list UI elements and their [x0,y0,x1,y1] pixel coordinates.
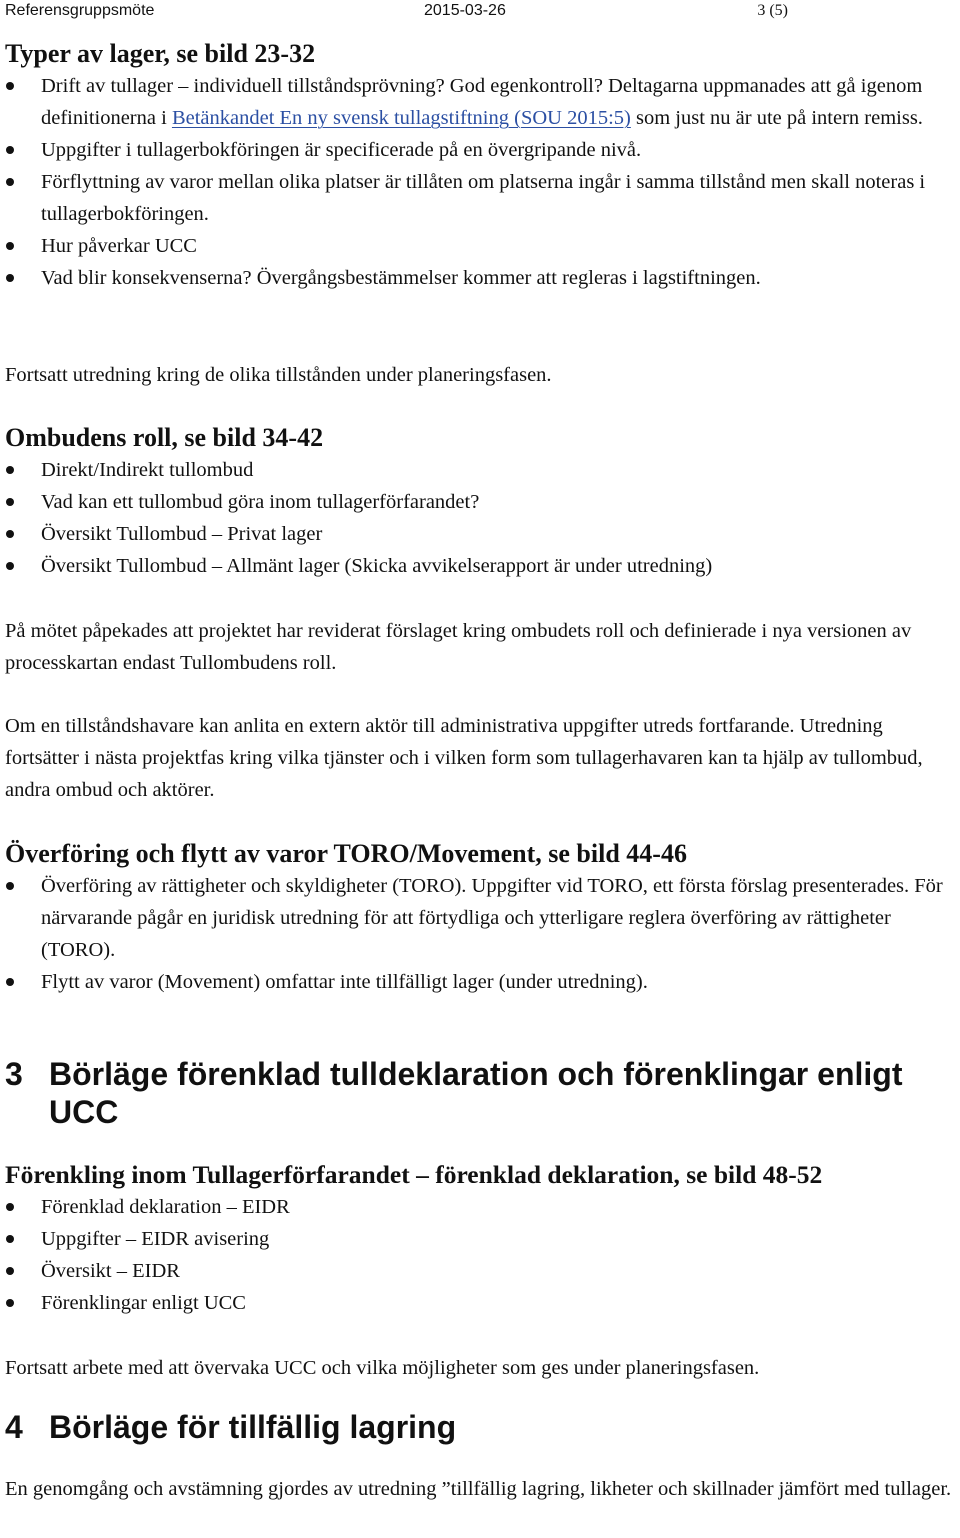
list-item-text: Flytt av varor (Movement) omfattar inte tillfälligt lager (under utredning). [41,971,648,993]
list-item-text: Drift av tullager – individuell tillståndsprövning? God egenkontroll? Deltagarna uppmanades att gå igenom definitionerna i [41,75,923,129]
list-item-text: Översikt – EIDR [41,1260,180,1282]
section-lagertyper [5,38,953,294]
list-item [5,1191,953,1223]
list-item-text: Uppgifter i tullagerbokföringen är specificerade på en övergripande nivå. [41,139,642,161]
bullet-list [5,454,953,582]
header-page-number: 3 (5) [757,2,788,19]
chapter-title: Börläge för tillfällig lagring [49,1409,457,1445]
bullet-icon [6,146,14,154]
list-item-text: Förenklad deklaration – EIDR [41,1196,290,1218]
bullet-icon [6,274,14,282]
list-item-text: Förflyttning av varor mellan olika platser är tillåten om platserna ingår i samma tillstånd men skall noteras i tullagerbokföringen. [41,171,926,225]
list-item-text: Översikt Tullombud – Privat lager [41,523,323,545]
bullet-icon [6,530,14,538]
bullet-list [5,1191,953,1319]
list-item-text: Vad blir konsekvenserna? Övergångsbestämmelser kommer att regleras i lagstiftningen. [41,267,761,289]
bullet-icon [6,1299,14,1307]
list-item [5,966,953,998]
header-date: 2015-03-26 [424,2,506,19]
list-item-text: som just nu är ute på intern remiss. [630,107,923,129]
section-forenkling [5,1159,953,1319]
bullet-list [5,870,953,998]
bullet-icon [6,82,14,90]
bullet-icon [6,242,14,250]
list-item [5,1223,953,1255]
list-item [5,454,953,486]
bullet-icon [6,882,14,890]
section-heading: Ombudens roll, se bild 34-42 [5,423,324,452]
header-title: Referensgruppsmöte [5,2,155,19]
chapter-number: 3 [5,1056,23,1092]
list-item [5,486,953,518]
paragraph: Om en tillståndshavare kan anlita en extern aktör till administrativa uppgifter utreds fortfarande. Utredning fortsätter i nästa projektfas kring vilka tjänster och i vilken form som tullagerhavaren kan ta hjälp av tullombud, andra ombud och aktörer. [5,715,923,801]
list-item-text: Överföring av rättigheter och skyldigheter (TORO). Uppgifter vid TORO, ett första förslag presenterades. För närvarande pågår en juridisk utredning för att förtydliga och ytterligare reglera överföring av rättigheter (TORO). [41,875,943,961]
list-item [5,550,953,582]
paragraph: En genomgång och avstämning gjordes av utredning ”tillfällig lagring, likheter och skillnader jämfört med tullager. [5,1478,952,1500]
list-item [5,70,953,134]
bullet-icon [6,562,14,570]
list-item-text: Direkt/Indirekt tullombud [41,459,254,481]
list-item [5,230,953,262]
section-ombudens-roll [5,422,953,582]
paragraph: Fortsatt utredning kring de olika tillstånden under planeringsfasen. [5,364,552,386]
bullet-icon [6,466,14,474]
list-item [5,870,953,966]
list-item [5,134,953,166]
sou-link[interactable]: Betänkandet En ny svensk tullagstiftning (SOU 2015:5) [171,107,631,129]
chapter-number: 4 [5,1409,23,1445]
bullet-list [5,70,953,294]
bullet-icon [6,1203,14,1211]
section-heading: Överföring och flytt av varor TORO/Movement, se bild 44-46 [5,839,687,868]
list-item-text: Uppgifter – EIDR avisering [41,1228,270,1250]
bullet-icon [6,1235,14,1243]
paragraph: På mötet påpekades att projektet har reviderat förslaget kring ombudets roll och definierade i nya versionen av processkartan endast Tullombudens roll. [5,620,912,674]
chapter-title: Börläge förenklad tulldeklaration och förenklingar enligt UCC [49,1056,903,1130]
section-overforing [5,838,953,998]
list-item-text: Förenklingar enligt UCC [41,1292,246,1314]
list-item [5,262,953,294]
list-item-text: Översikt Tullombud – Allmänt lager (Skicka avvikelserapport är under utredning) [41,555,713,577]
chapter-heading [5,1055,953,1131]
bullet-icon [6,178,14,186]
section-heading: Typer av lager, se bild 23-32 [5,39,316,68]
paragraph: Fortsatt arbete med att övervaka UCC och vilka möjligheter som ges under planeringsfasen. [5,1357,760,1379]
chapter-heading [5,1408,953,1446]
bullet-icon [6,978,14,986]
list-item [5,166,953,230]
list-item-text: Hur påverkar UCC [41,235,197,257]
bullet-icon [6,1267,14,1275]
list-item [5,518,953,550]
section-heading: Förenkling inom Tullagerförfarandet – förenklad deklaration, se bild 48-52 [5,1160,823,1189]
list-item [5,1255,953,1287]
list-item-text: Vad kan ett tullombud göra inom tullagerförfarandet? [41,491,480,513]
bullet-icon [6,498,14,506]
list-item [5,1287,953,1319]
